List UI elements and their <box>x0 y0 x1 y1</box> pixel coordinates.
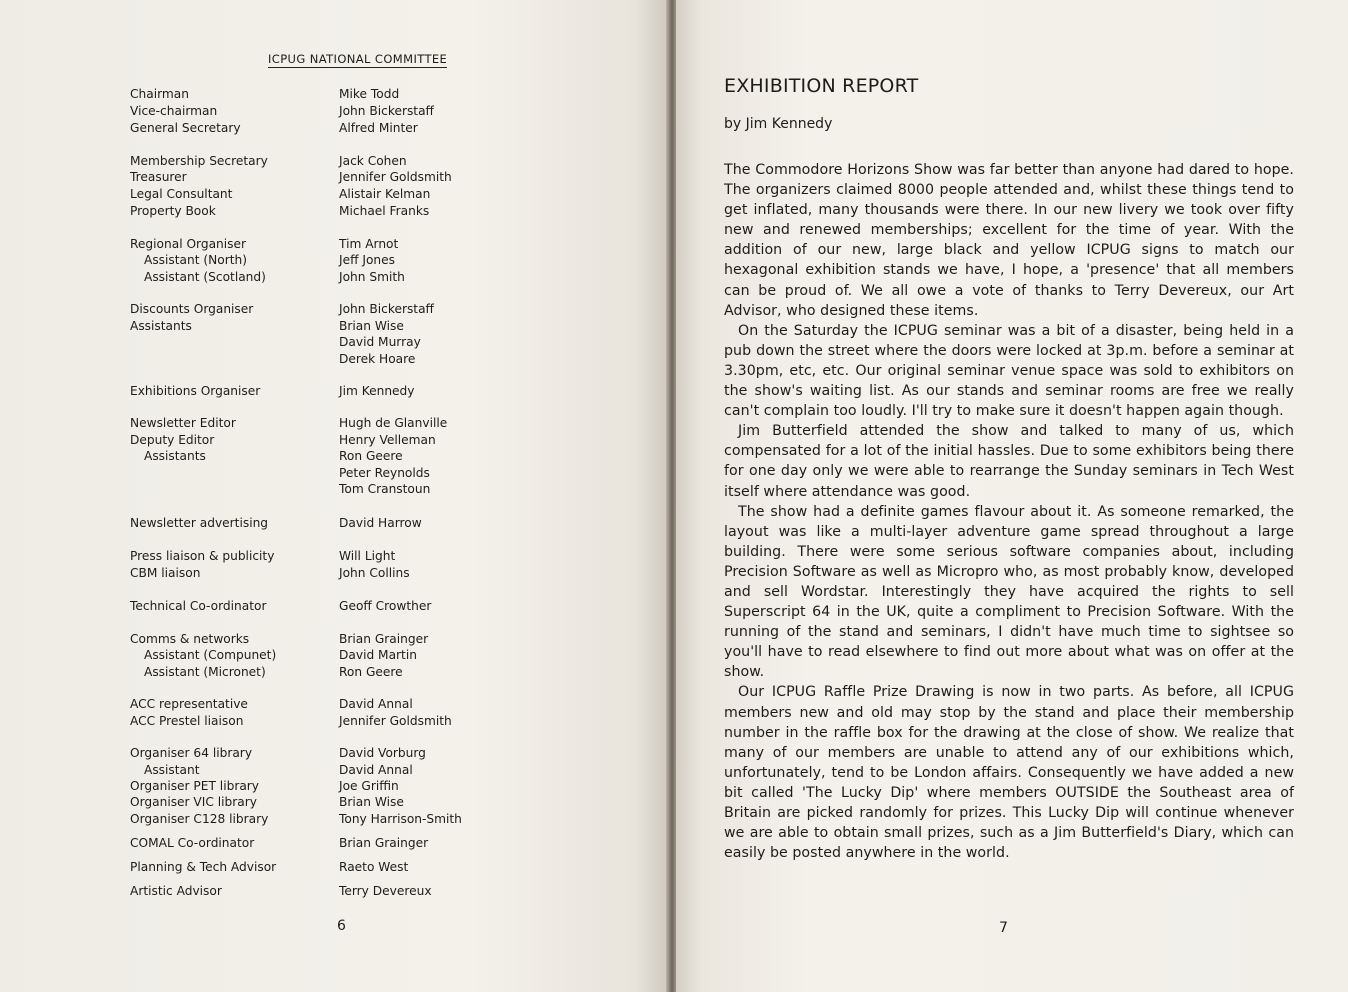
committee-role: Regional Organiser <box>130 237 247 251</box>
committee-role: Assistants <box>144 449 206 463</box>
committee-person: Hugh de Glanville <box>339 416 448 430</box>
committee-person: Derek Hoare <box>339 352 416 366</box>
committee-role: Assistant (Micronet) <box>144 665 266 679</box>
committee-role: Organiser VIC library <box>130 795 257 809</box>
committee-role: Press liaison & publicity <box>130 549 275 563</box>
committee-role: Artistic Advisor <box>130 884 222 898</box>
committee-person: Michael Franks <box>339 204 430 218</box>
committee-role: ACC Prestel liaison <box>130 714 244 728</box>
committee-role: Assistant <box>144 763 200 777</box>
committee-role: CBM liaison <box>130 566 201 580</box>
committee-role: Assistant (Scotland) <box>144 270 266 284</box>
committee-person: David Harrow <box>339 516 422 530</box>
committee-role: Exhibitions Organiser <box>130 384 261 398</box>
committee-role: Vice-chairman <box>130 104 218 118</box>
committee-person: Jack Cohen <box>339 154 407 168</box>
committee-person: Ron Geere <box>339 449 403 463</box>
committee-role: Membership Secretary <box>130 154 268 168</box>
committee-person: David Annal <box>339 763 413 777</box>
committee-person: Joe Griffin <box>339 779 399 793</box>
article-paragraph: On the Saturday the ICPUG seminar was a bit of a disaster, being held in a pub down the street where the doors were locked at 3p.m. before a seminar at 3.30pm, etc, etc. Our original seminar venue space was sold to exhibitors on the show's waiting list. As our stands and seminar rooms are free we really can't complain too loudly. I'll try to make sure it doesn't happen again though. <box>724 322 1294 420</box>
committee-role: General Secretary <box>130 121 241 135</box>
committee-person: Tom Cranstoun <box>339 482 431 496</box>
committee-person: Mike Todd <box>339 87 400 101</box>
committee-role: Organiser 64 library <box>130 746 253 760</box>
committee-person: Brian Wise <box>339 319 404 333</box>
page-number-right: 7 <box>999 920 1008 936</box>
committee-person: David Vorburg <box>339 746 426 760</box>
article-paragraph: Our ICPUG Raffle Prize Drawing is now in two parts. As before, all ICPUG members new and old may stop by the stand and place their membership number in the raffle box for the drawing at the close of show. We realize that many of our members are unable to attend any of our exhibitions which, unfortunately, tend to be London affairs. Consequently we have added a new bit called 'The Lucky Dip' where members OUTSIDE the Southeast area of Britain are picked randomly for prizes. This Lucky Dip will continue whenever we are able to obtain small prizes, such as a Jim Butterfield's Diary, which can easily be posted anywhere in the world. <box>724 684 1294 862</box>
committee-role: Deputy Editor <box>130 433 215 447</box>
committee-person: John Bickerstaff <box>339 104 434 118</box>
committee-person: Jennifer Goldsmith <box>339 714 452 728</box>
committee-person: Raeto West <box>339 860 409 874</box>
committee-person: David Annal <box>339 697 413 711</box>
report-title: EXHIBITION REPORT <box>724 75 919 97</box>
committee-person: Brian Grainger <box>339 836 429 850</box>
committee-person: John Smith <box>339 270 405 284</box>
committee-role: Organiser C128 library <box>130 812 269 826</box>
committee-person: Jennifer Goldsmith <box>339 170 452 184</box>
committee-person: Will Light <box>339 549 396 563</box>
committee-person: Alistair Kelman <box>339 187 431 201</box>
committee-role: Newsletter advertising <box>130 516 269 530</box>
article-paragraph: The show had a definite games flavour about it. As someone remarked, the layout was like a multi-layer adventure game spread throughout a large building. There were some serious software companies about, including Precision Software as well as Micropro who, as most probably know, developed and sell Wordstar. Interestingly they have acquired the rights to sell Superscript 64 in the UK, quite a compliment to Precision Software. With the running of the stand and seminars, I didn't have much time to sightsee so you'll have to read elsewhere to find out more about what was on offer at the show. <box>724 503 1294 681</box>
committee-role: Chairman <box>130 87 189 101</box>
committee-role: Legal Consultant <box>130 187 233 201</box>
committee-person: Henry Velleman <box>339 433 436 447</box>
article-paragraph: Jim Butterfield attended the show and talked to many of us, which compensated for a lot of the initial hassles. Due to some exhibitors being there for one day only we were able to rearrange the Sunday seminars in Tech West itself where attendance was good. <box>724 423 1294 500</box>
committee-role: Discounts Organiser <box>130 302 254 316</box>
committee-person: Geoff Crowther <box>339 599 432 613</box>
article-paragraph: The Commodore Horizons Show was far better than anyone had dared to hope. The organizers claimed 8000 people attended and, whilst these things tend to get inflated, many thousands were there. In our new livery we took over fifty new and renewed memberships; excellent for the time of year. With the addition of our new, large black and yellow ICPUG signs to match our hexagonal exhibition stands we have, I hope, a 'presence' that all members can be proud of. We all owe a vote of thanks to Terry Devereux, our Art Advisor, who designed these items. <box>724 162 1294 319</box>
committee-role: Assistant (North) <box>144 253 247 267</box>
committee-person: Brian Grainger <box>339 632 429 646</box>
committee-person: Peter Reynolds <box>339 466 430 480</box>
committee-person: Brian Wise <box>339 795 404 809</box>
committee-role: ACC representative <box>130 697 248 711</box>
committee-person: Tony Harrison-Smith <box>339 812 462 826</box>
committee-person: Jim Kennedy <box>339 384 415 398</box>
report-byline: by Jim Kennedy <box>724 116 833 132</box>
committee-role: Planning & Tech Advisor <box>130 860 277 874</box>
committee-role: Organiser PET library <box>130 779 260 793</box>
committee-role: Assistant (Compunet) <box>144 648 277 662</box>
committee-person: Ron Geere <box>339 665 403 679</box>
committee-person: John Bickerstaff <box>339 302 434 316</box>
committee-role: Treasurer <box>130 170 187 184</box>
committee-role: Assistants <box>130 319 192 333</box>
committee-person: David Murray <box>339 335 421 349</box>
committee-role: Technical Co-ordinator <box>130 599 267 613</box>
committee-person: Jeff Jones <box>339 253 395 267</box>
page-number-left: 6 <box>337 918 346 934</box>
committee-list <box>0 0 668 992</box>
committee-role: Comms & networks <box>130 632 250 646</box>
committee-role: COMAL Co-ordinator <box>130 836 255 850</box>
committee-role: Property Book <box>130 204 216 218</box>
committee-title: ICPUG NATIONAL COMMITTEE <box>268 52 448 66</box>
committee-person: Tim Arnot <box>339 237 399 251</box>
committee-person: Terry Devereux <box>339 884 432 898</box>
report-article <box>724 160 1294 863</box>
committee-person: Alfred Minter <box>339 121 418 135</box>
committee-person: John Collins <box>339 566 410 580</box>
committee-role: Newsletter Editor <box>130 416 236 430</box>
committee-person: David Martin <box>339 648 417 662</box>
